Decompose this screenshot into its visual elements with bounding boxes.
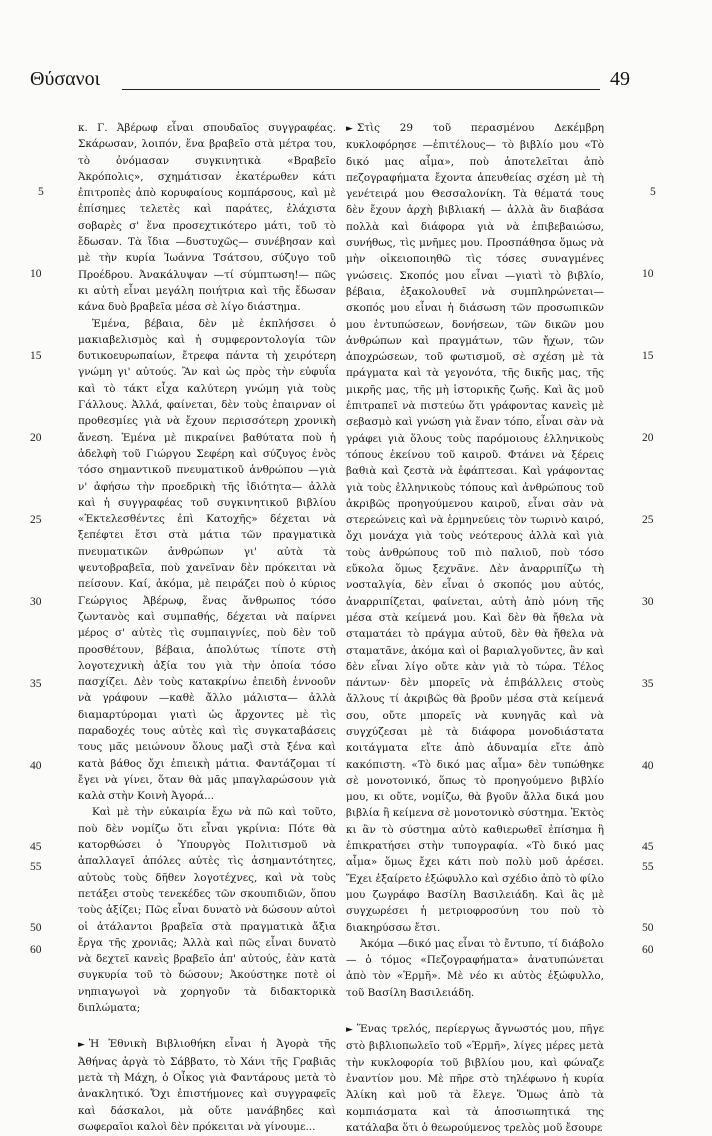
paragraph-item	[346, 1021, 604, 1136]
bullet-arrow-icon: ►	[346, 124, 353, 134]
line-number: 25	[642, 514, 654, 526]
header-rule	[122, 89, 600, 90]
line-number: 60	[30, 944, 42, 956]
bullet-arrow-icon: ►	[346, 1025, 353, 1036]
line-number: 40	[642, 760, 654, 772]
line-number: 10	[642, 268, 654, 280]
line-number: 55	[30, 861, 42, 873]
paragraph: κ. Γ. Ἀβέρωφ εἶναι σπουδαῖος συγγραφέας. Σκάρωσαν, λοιπόν, ἕνα βραβεῖο στὰ μέτρα του, τὸ ὀνόμασαν συγκινητικὰ «Βραβεῖο Ἀκρόπολις», σχημάτισαν ἑκατέρωθεν κάτι ἐπιτροπὲς ἀπὸ κορυφαίους κομπάρσους, καὶ μὲ ἐπίσημες τελετὲς καὶ παράτες, ἐλάχιστα σοβαρὲς σ' ἕνα προσεχτικότερο μάτι, τοῦ τὸ ἔδωσαν. Τὰ ἴδια —δυστυχῶς— συνέβησαν καὶ μὲ τὴν κυρία Ἰωάννα Τσάτσου, σύζυγο τοῦ Προέδρου. Ἀνακάλυψαν —τί σύμπτωση!— πῶς κι αὐτὴ εἶναι μεγάλη ποιήτρια καὶ τῆς ἔδωσαν κάνα δυὸ βραβεῖα μέσα σὲ λίγο διάστημα.	[78, 122, 336, 314]
line-number: 35	[642, 678, 654, 690]
line-number: 60	[642, 944, 654, 956]
line-number: 15	[30, 350, 42, 362]
right-column	[346, 120, 604, 1136]
paragraph-item	[78, 1036, 336, 1135]
paragraph-text: Στὶς 29 τοῦ περασμένου Δεκέμβρη κυκλοφόρησε —ἐπιτέλους— τὸ βιβλίο μου «Τὸ δικό μας αἷμα», ποὺ ἀποτελεῖται ἀπὸ πεζογραφήματα ἔχοντα ἀπευθείας σχέση μὲ τὴ γενέτειρά μου Θεσσαλονίκη. Τὰ θέματά τους δὲν ἔχουν ἀρχὴ βιβλιακή — ἀλλὰ ἂν διαβάσα πολλὰ καὶ διάφορα γιὰ νὰ ἐπιβεβαιώσω, συνήθως, τὶς μνῆμες μου. Προσπάθησα ὅμως νὰ μὴν οἰκειοποιηθῶ τὶς τόσες συναγμένες γνώσεις. Σκοπός μου εἶναι —γιατὶ τὸ βιβλίο, βέβαια, ἐξακολουθεῖ νὰ συμπληρώνεται— σκοπός μου εἶναι ἡ διάσωση τῶν προσωπικῶν μου ἐντυπώσεων, δονήσεων, τῶν δικῶν μου ἀνθρώπων καὶ πραγμάτων, τῶν ἤχων, τῶν ἀποχρώσεων, τοῦ φωτισμοῦ, σὲ σχέση μὲ τὰ πράγματα καὶ τὰ γεγονότα, τῆς δικῆς μας, τῆς μικρῆς μας, τῆς μὴ ἱστορικῆς ζωῆς. Καὶ ἂς μοῦ ἐπιτραπεῖ νὰ πιστεύω ὅτι γράφοντας κανεὶς μὲ σεβασμὸ καὶ γνώση γιὰ ἕναν τόπο, εἶναι σὰν νὰ γράφει γιὰ ὅλους τοὺς παρόμοιους ἑλληνικοὺς τόπους ἐκείνου τοῦ καιροῦ. Φτάνει νὰ ξέρεις βαθιὰ καὶ ζεστὰ νὰ ἐφάπτεσαι. Καὶ γράφοντας γιὰ τοὺς ἑλληνικοὺς τόπους καὶ ἀνθρώπους τοῦ ἀκριβῶς προηγούμενου καιροῦ, εἶναι σὰν νὰ στερεώνεις καὶ νὰ ἑρμηνεύεις τὸν τωρινὸ καιρό, ὄχι μονάχα γιὰ τοὺς νεότερους ἀλλὰ καὶ γιὰ τοὺς ἀνθρώπους τοῦ πιὸ παλιοῦ, ποὺ τόσο εὔκολα ὅμως ξεχνᾶνε. Δὲν ἀναρριπίζω τὴ νοσταλγία, δὲν εἶναι ὁ σκοπός μου αὐτός, ἀναρριπίζεται, φαίνεται, αὐτὴ ἀπὸ μόνη τῆς μέσα στὰ κείμενά μου. Καὶ δὲν θὰ ἤθελα νὰ σταματάει τὸ πράγμα αὐτοῦ, δὲν θὰ ἤθελα νὰ σταματᾶνε, ἀκόμα καὶ οἱ βαριαλγοῦντες, ἂν καὶ δὲν εἶναι λίγο οὔτε κὰν γιὰ τὸ τώρα. Τέλος πάντων· δὲν μπορεῖς νὰ ἐπιβάλλεις στοὺς ἄλλους τί ἀκριβῶς θὰ βροῦν μέσα στὰ κείμενά σου, οὔτε μπορεῖς νὰ κυνηγᾶς καὶ νὰ συγχύζεσαι μὲ τὰ διάφορα μονοδιάστατα κοιτάγματα εἴτε ἀπὸ ἀδυναμία εἴτε ἀπὸ κακόπιστη. «Τὸ δικό μας αἷμα» δὲν τυπώθηκε σὲ μονοτονικό, ὅπως τὸ προηγούμενο βιβλίο μου, κι οὔτε, νομίζω, θὰ βγοῦν ἄλλα δικά μου βιβλία ἢ κείμενα σὲ μονοτονικὸ σύστημα. Ἐκτὸς κι ἂν τὸ σύστημα αὐτὸ καθιερωθεῖ ἐπίσημα ἢ ἐπικρατήσει στὴν τυπογραφία. «Τὸ δικό μας αἷμα» ὅμως ἔχει κάτι ποὺ πολὺ μοῦ ἀρέσει. Ἔχει ἐξαίρετο ἐξώφυλλο καὶ σχέδιο ἀπὸ τὸ φίλο μου ζωγράφο Βασίλη Βασιλειάδη. Καὶ ἂς μὲ συγχωρέσει ἡ μετριοφροσύνη του ποὺ τὸ διακηρύσσω ἔτσι.	[346, 122, 604, 934]
paragraph: Καὶ μὲ τὴν εὐκαιρία ἔχω νὰ πῶ καὶ τοῦτο, ποὺ δὲν νομίζω ὅτι εἶναι γκρίνια: Πότε θὰ κατορθώσει ὁ Ὑπουργὸς Πολιτισμοῦ νὰ ἀπαλλαγεῖ ἀπόλες αὐτὲς τὶς ἀσημαντότητες, αὐτοὺς τοὺς δῆθεν λογοτέχνες, καὶ νὰ τοὺς πετάξει στοὺς τενεκέδες τῶν σκουπιδιῶν, ὅπου τοὺς ἀξίζει; Πῶς εἶναι δυνατὸ νὰ δώσουν αὐτοὶ οἱ ἀτάλαντοι βραβεῖα στὰ πραγματικὰ ἄξια ἔργα τῆς χρονιᾶς; Ἀλλὰ καὶ πῶς εἶναι δυνατὸ νὰ δεχτεῖ κανεὶς βραβεῖο ἀπ' αὐτούς, ἐὰν κατὰ συγκυρία τοῦ τὸ δώσουν; Ἀκούστηκε ποτὲ οἱ νηπιαγωγοὶ νὰ χορηγοῦν τὰ διδακτορικὰ διπλώματα;	[78, 806, 336, 1015]
line-number: 10	[30, 268, 42, 280]
line-number: 20	[642, 432, 654, 444]
line-number: 50	[30, 922, 42, 934]
line-number: 30	[30, 596, 42, 608]
paragraph-item	[346, 120, 604, 936]
line-number: 45	[642, 841, 654, 853]
page-number: 49	[610, 68, 630, 90]
line-number: 50	[642, 922, 654, 934]
line-number: 40	[30, 760, 42, 772]
left-column	[78, 120, 336, 1135]
paragraph: Ἐμένα, βέβαια, δὲν μὲ ἐκπλήσσει ὁ μακιαβελισμὸς καὶ ἡ συμφεροντολογία τῶν δυτικοευρωπαίων, ἔτρεφα πάντα τὴ χειρότερη γνώμη γι' αὐτούς. Ἂν καὶ ὡς πρὸς τὴν εὐφυΐα καὶ τὸ τάκτ εἶχα καλύτερη γνώμη γιὰ τοὺς Γάλλους. Ἀλλά, φαίνεται, δὲν τοὺς ἐπαιρναν οἱ προθεσμίες γιὰ νὰ ἔχουν περισσότερη χρονικὴ ἄνεση. Ἐμένα μὲ πικραίνει βαθύτατα ποὺ ἡ ἀδελφὴ τοῦ Γιώργου Σεφέρη καὶ σύζυγος ἑνὸς τόσο σημαντικοῦ πνευματικοῦ ἀνθρώπου —γιὰ ν' ἀφήσω τὴν προεδρικὴ τῆς ἰδιότητα— ἀλλὰ καὶ ἡ συγγραφέας τοῦ συγκινητικοῦ βιβλίου «Ἐκτελεσθέντες ἐπὶ Κατοχῆς» δέχεται νὰ ξεπέφτει ἔτσι στὰ μάτια τῶν πραγματικὰ πνευματικῶν ἀνθρώπων γι' αὐτὰ τὰ ψευτοβραβεῖα, ποὺ χανεῖναν δὲν πρόκειται νὰ πείσουν. Καί, ἀκόμα, μὲ πειράζει ποὺ ὁ κύριος Γεώργιος Ἀβέρωφ, ἕνας ἄνθρωπος τόσο ζωντανὸς καὶ συμπαθής, δέχεται νὰ παίρνει μέρος σ' αὐτὲς τὶς συμπαιγνίες, ποὺ δὲν τοῦ προσθέτουν, βέβαια, ἀπολύτως τίποτε στὴ λογοτεχνικὴ ἀξία του γιὰ τὴν ὁποία τόσο πασχίζει. Δὲν τοὺς κατακρίνω ἐπειδὴ ἐννοοῦν νὰ γράφουν —καθὲ ἄλλο μάλιστα— ἀλλὰ διαμαρτύρομαι γιατὶ ὡς ἄρχοντες μὲ τὶς παραδοχές τους αὐτὲς καὶ τὶς συγκαταβάσεις τους μᾶς μειώνουν ὅλους μαζὶ στὰ ξένα καὶ κατὰ βάθος ὄχι ἐπιεικὴ μάτια. Φαντάζομαι τί ἔγει νὰ γίνει, ὅταν θὰ μᾶς μπαγλαρώσουν γιὰ καλὰ στὴν Κοινὴ Ἀγορά...	[78, 317, 336, 803]
line-number: 5	[38, 186, 44, 198]
line-number: 30	[642, 596, 654, 608]
running-title: Θύσανοι	[30, 68, 101, 90]
line-number: 45	[30, 841, 42, 853]
paragraph-text: Ἕνας τρελός, περίεργως ἄγνωστός μου, πῆγε στὸ βιβλιοπωλεῖο τοῦ «Ἑρμῆ», λίγες μέρες μετὰ τὴν κυκλοφορία τοῦ βιβλίου μου, καὶ φώναζε ἐναντίον μου. Μὲ πῆρε στὸ τηλέφωνο ἡ κυρία Ἀλίκη καὶ μοῦ τὰ ἔλεγε. Ὅμως ἀπὸ τὰ κομπιάσματα καὶ τὰ ἀποσιωπητικά της κατάλαβα ὅτι ὁ θεωρούμενος τρελὸς μοῦ ἔσουρε	[346, 1023, 604, 1134]
line-number: 55	[642, 861, 654, 873]
line-number: 5	[650, 186, 656, 198]
line-number: 15	[642, 350, 654, 362]
paragraph: Ἀκόμα —δικό μας εἶναι τὸ ἔντυπο, τί διάβολο— ὁ τόμος «Πεζογραφήματα» ἀνατυπώνεται ἀπὸ τὸν «Ἑρμῆ». Μὲ νέο κι αὐτὸς ἐξώφυλλο, τοῦ Βασίλη Βασιλειάδη.	[346, 937, 604, 999]
paragraph-text: Ἡ Ἐθνικὴ Βιβλιοθήκη εἶναι ἡ Ἀγορὰ τῆς Ἀθήνας ἀργὰ τὸ Σάββατο, τὸ Χάνι τῆς Γραβιᾶς μετὰ τὴ Μάχη, ὁ Οἶκος γιὰ Φαντάρους μετὰ τὸ ἀνακλητικό. Ὄχι ἐπιστήμονες καὶ συγγραφεῖς καὶ δάσκαλοι, μὰ οὔτε μανάβηδες καὶ σωφεραῖοι καλοὶ δὲν πρόκειται νὰ γίνουμε...	[78, 1038, 336, 1133]
line-number: 20	[30, 432, 42, 444]
line-number: 35	[30, 678, 42, 690]
line-number: 25	[30, 514, 42, 526]
bullet-arrow-icon: ►	[78, 1040, 85, 1051]
page-header	[30, 68, 630, 98]
